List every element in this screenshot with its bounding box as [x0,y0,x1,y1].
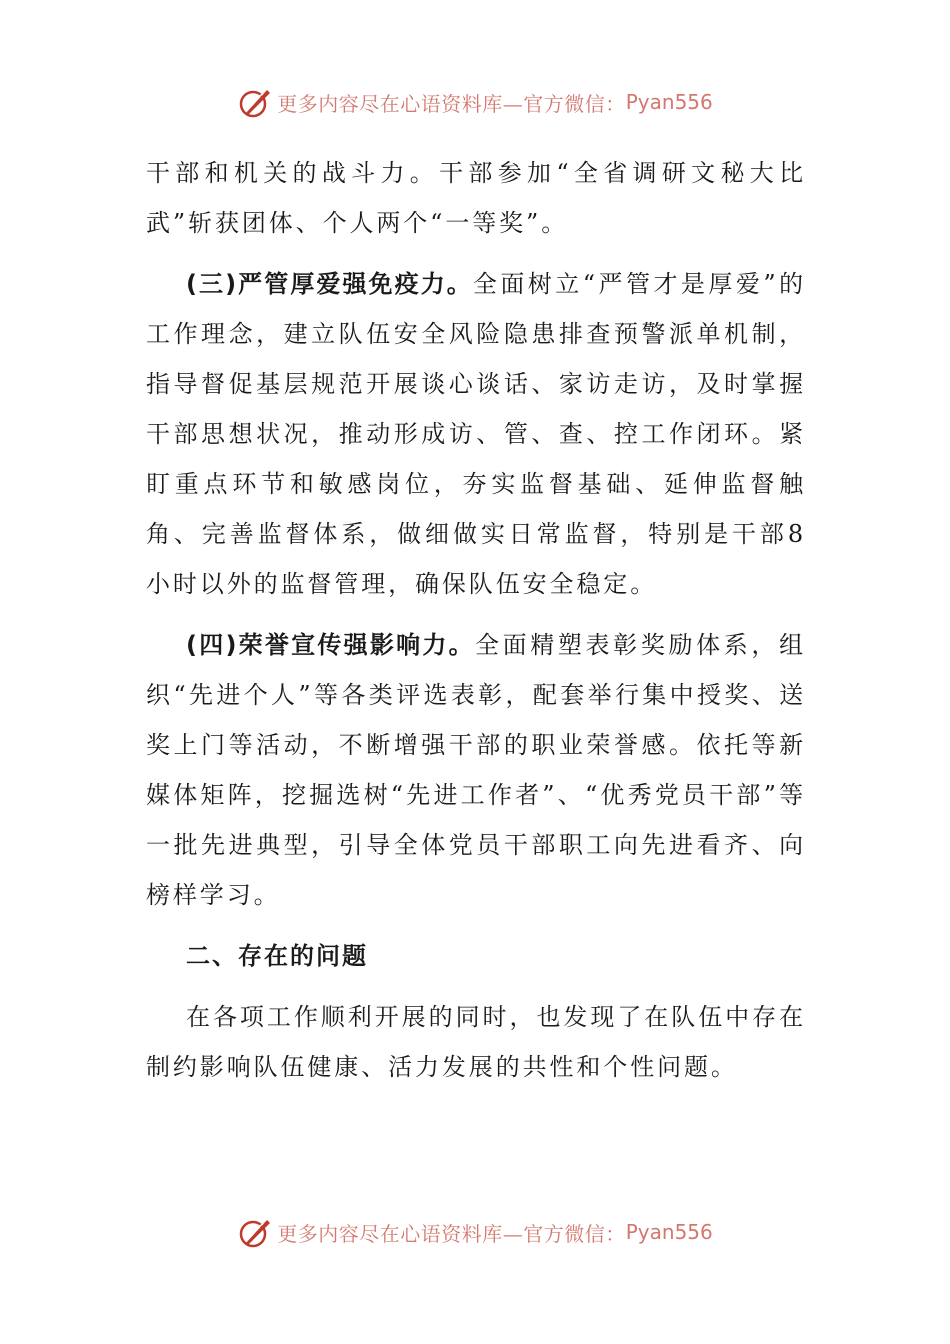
heading-strict-management: (三)严管厚爱强免疫力。 [186,270,473,298]
watermark-handle: Pyan556 [625,1220,713,1244]
section-heading-problems: 二、存在的问题 [186,942,368,970]
quill-logo-icon [237,84,273,120]
document-body [146,148,806,1103]
paragraph-honor-publicity [146,620,806,920]
footer-watermark [0,1210,950,1254]
paragraph-strict-management [146,259,806,609]
header-watermark [0,80,950,124]
paragraph-continuation: 干部和机关的战斗力。干部参加“全省调研文秘大比武”斩获团体、个人两个“一等奖”。 [146,159,806,237]
watermark-text: 更多内容尽在心语资料库—官方微信： [277,1221,626,1246]
quill-logo-icon [237,1214,273,1250]
body-honor-publicity: 全面精塑表彰奖励体系，组织“先进个人”等各类评选表彰，配套举行集中授奖、送奖上门等活动，不断增强干部的职业荣誉感。依托等新媒体矩阵，挖掘选树“先进工作者”、“优秀党员干部”等一批先进典型，引导全体党员干部职工向先进看齐、向榜样学习。 [146,631,806,909]
body-strict-management: 全面树立“严管才是厚爱”的工作理念，建立队伍安全风险隐患排查预警派单机制，指导督促基层规范开展谈心谈话、家访走访，及时掌握干部思想状况，推动形成访、管、查、控工作闭环。紧盯重点环节和敏感岗位，夯实监督基础、延伸监督触角、完善监督体系，做细做实日常监督，特别是干部8小时以外的监督管理，确保队伍安全稳定。 [146,270,806,598]
watermark-text: 更多内容尽在心语资料库—官方微信： [277,91,626,116]
paragraph-problems: 在各项工作顺利开展的同时，也发现了在队伍中存在制约影响队伍健康、活力发展的共性和个性问题。 [146,1003,806,1081]
watermark-handle: Pyan556 [625,90,713,114]
heading-honor-publicity: (四)荣誉宣传强影响力。 [186,631,475,659]
